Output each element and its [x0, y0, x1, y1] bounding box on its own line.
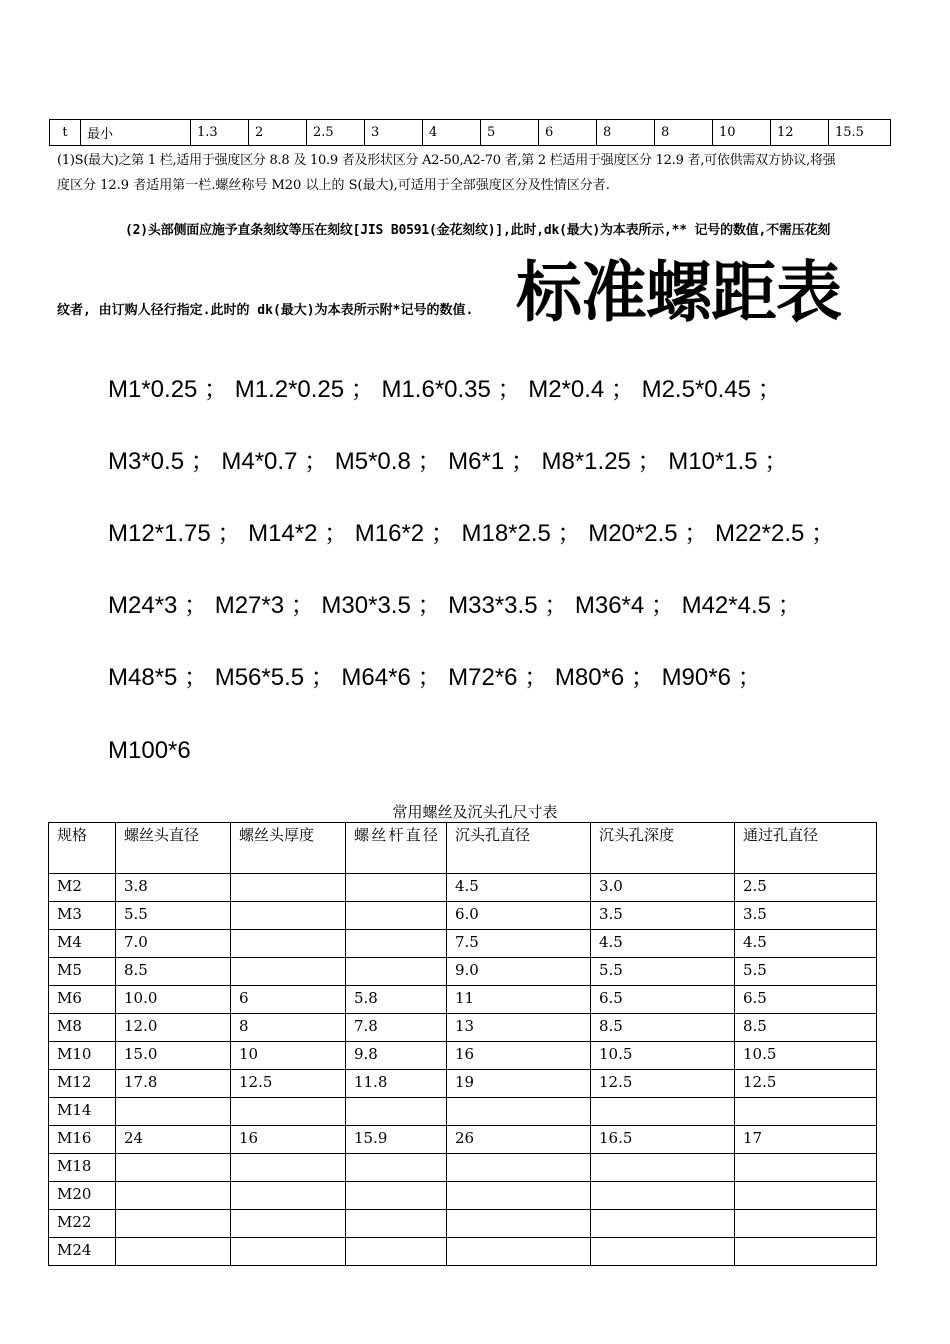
table-cell: 17 [735, 1126, 877, 1154]
table-cell: M18 [49, 1154, 116, 1182]
table-cell [447, 1154, 591, 1182]
table-row [49, 930, 877, 958]
table-cell: 12.5 [231, 1070, 346, 1098]
table-header-row [49, 823, 877, 874]
table-body [49, 874, 877, 1266]
table-cell: M5 [49, 958, 116, 986]
table-cell [447, 1210, 591, 1238]
table-row [49, 902, 877, 930]
table-row [49, 1098, 877, 1126]
table-cell: 10 [231, 1042, 346, 1070]
table-cell: 6.5 [735, 986, 877, 1014]
table-cell: 6.5 [591, 986, 735, 1014]
table-cell: 10.5 [591, 1042, 735, 1070]
table-cell [447, 1098, 591, 1126]
table-cell [116, 1238, 231, 1266]
header-cell: 螺丝头厚度 [231, 823, 346, 874]
table-cell: 12.5 [735, 1070, 877, 1098]
table-cell: 16 [231, 1126, 346, 1154]
table-cell: M24 [49, 1238, 116, 1266]
table-cell: 2.5 [735, 874, 877, 902]
header-cell: 沉头孔直径 [447, 823, 591, 874]
table-cell: 6 [539, 120, 597, 146]
table-cell: 4.5 [591, 930, 735, 958]
table-cell [447, 1238, 591, 1266]
header-cell: 通过孔直径 [735, 823, 877, 874]
table-cell: 8 [597, 120, 655, 146]
table-cell: 11.8 [346, 1070, 447, 1098]
table-cell [346, 874, 447, 902]
table-cell: 4.5 [447, 874, 591, 902]
table-cell: 10 [713, 120, 771, 146]
table-row [49, 1210, 877, 1238]
table-cell: 7.8 [346, 1014, 447, 1042]
note-1 [57, 148, 883, 198]
table-cell [735, 1238, 877, 1266]
table-cell: M8 [49, 1014, 116, 1042]
table-row [49, 1238, 877, 1266]
table-cell: 5.5 [116, 902, 231, 930]
table-cell: 10.5 [735, 1042, 877, 1070]
table-cell [116, 1210, 231, 1238]
table-cell: 19 [447, 1070, 591, 1098]
table-cell [735, 1098, 877, 1126]
table-cell: 16 [447, 1042, 591, 1070]
table-row [49, 1042, 877, 1070]
note-line: 纹者, 由订购人径行指定.此时的 dk(最大)为本表所示附*记号的数值. [57, 303, 474, 318]
table-cell [346, 1210, 447, 1238]
table-cell [591, 1238, 735, 1266]
table-cell: 17.8 [116, 1070, 231, 1098]
table-cell: 1.3 [191, 120, 249, 146]
table-cell [591, 1210, 735, 1238]
table-row [49, 1126, 877, 1154]
table-cell: 8 [231, 1014, 346, 1042]
table-cell: M2 [49, 874, 116, 902]
table-cell: 6.0 [447, 902, 591, 930]
table-cell: 7.5 [447, 930, 591, 958]
table-cell: 9.0 [447, 958, 591, 986]
table-cell: M20 [49, 1182, 116, 1210]
table-cell [231, 1182, 346, 1210]
table-cell: 8 [655, 120, 713, 146]
table-cell: 13 [447, 1014, 591, 1042]
table-caption: 常用螺丝及沉头孔尺寸表 [392, 803, 558, 821]
table-cell [231, 902, 346, 930]
table-cell [591, 1098, 735, 1126]
table-cell: 26 [447, 1126, 591, 1154]
table-cell [231, 1098, 346, 1126]
table-cell: 3.5 [735, 902, 877, 930]
table-row [49, 874, 877, 902]
table-cell: 10.0 [116, 986, 231, 1014]
screw-dimension-table [48, 822, 877, 1266]
table-cell: 3 [365, 120, 423, 146]
table-cell: 3.8 [116, 874, 231, 902]
table-cell [231, 874, 346, 902]
table-cell [346, 1154, 447, 1182]
table-cell [346, 1238, 447, 1266]
table-cell [116, 1098, 231, 1126]
table-cell: 16.5 [591, 1126, 735, 1154]
table-cell: 2 [249, 120, 307, 146]
table-cell: 3.5 [591, 902, 735, 930]
table-row [50, 120, 891, 146]
table-cell: 11 [447, 986, 591, 1014]
pitch-line: M3*0.5 ； M4*0.7 ； M5*0.8 ； M6*1 ； M8*1.25 ； M10*1.5 ； [108, 448, 789, 475]
table-cell: 15.0 [116, 1042, 231, 1070]
table-cell [591, 1182, 735, 1210]
pitch-line: M12*1.75 ； M14*2 ； M16*2 ； M18*2.5 ； M20*2.5 ； M22*2.5 ； [108, 520, 836, 547]
table-cell [346, 930, 447, 958]
table-cell: 12.5 [591, 1070, 735, 1098]
table-row [49, 1182, 877, 1210]
table-cell: 9.8 [346, 1042, 447, 1070]
pitch-line: M100*6 [108, 737, 191, 764]
header-cell: 螺丝头直径 [116, 823, 231, 874]
table-cell: 15.5 [829, 120, 891, 146]
table-cell [591, 1154, 735, 1182]
table-cell: M22 [49, 1210, 116, 1238]
table-cell: 5.5 [735, 958, 877, 986]
table-cell [346, 958, 447, 986]
page-title: 标准螺距表 [516, 254, 841, 331]
table-row [49, 1070, 877, 1098]
table-row [49, 986, 877, 1014]
table-cell [116, 1182, 231, 1210]
table-cell: 8.5 [591, 1014, 735, 1042]
table-cell [231, 1154, 346, 1182]
table-cell: M12 [49, 1070, 116, 1098]
table-cell: 5 [481, 120, 539, 146]
table-cell [346, 1098, 447, 1126]
table-cell: M10 [49, 1042, 116, 1070]
table-cell [447, 1182, 591, 1210]
note-line: 度区分 12.9 者适用第一栏.螺丝称号 M20 以上的 S(最大),可适用于全部强度区分及性情区分者. [57, 178, 610, 193]
table-row [49, 1014, 877, 1042]
pitch-line: M1*0.25 ； M1.2*0.25 ； M1.6*0.35 ； M2*0.4 ； M2.5*0.45 ； [108, 376, 782, 403]
table-cell: 12.0 [116, 1014, 231, 1042]
table-cell [735, 1210, 877, 1238]
table-cell [231, 1238, 346, 1266]
table-cell: M4 [49, 930, 116, 958]
pitch-line: M24*3 ； M27*3 ； M30*3.5 ； M33*3.5 ； M36*4 ； M42*4.5 ； [108, 592, 802, 619]
table-cell: 4.5 [735, 930, 877, 958]
table-cell: M3 [49, 902, 116, 930]
note-line: (1)S(最大)之第 1 栏,适用于强度区分 8.8 及 10.9 者及形状区分 A2-50,A2-70 者,第 2 栏适用于强度区分 12.9 者,可依供需双方协议,将强 [57, 153, 836, 168]
table-cell: 8.5 [735, 1014, 877, 1042]
header-cell: 规格 [49, 823, 116, 874]
table-cell: M16 [49, 1126, 116, 1154]
table-cell: 2.5 [307, 120, 365, 146]
table-row [49, 958, 877, 986]
table-cell: M6 [49, 986, 116, 1014]
table-cell: 4 [423, 120, 481, 146]
table-cell: 5.5 [591, 958, 735, 986]
header-cell: 螺丝杆直径 [346, 823, 447, 874]
table-cell [116, 1154, 231, 1182]
table-cell: 15.9 [346, 1126, 447, 1154]
table-cell [346, 902, 447, 930]
table-cell: 7.0 [116, 930, 231, 958]
table-cell: 6 [231, 986, 346, 1014]
table-cell [735, 1182, 877, 1210]
table-cell [231, 1210, 346, 1238]
table-cell [735, 1154, 877, 1182]
table-cell: 最小 [81, 120, 191, 146]
note-line: (2)头部侧面应施予直条刻纹等压在刻纹[JIS B0591(金花刻纹)],此时,dk(最大)为本表所示,** 记号的数值,不需压花刻 [125, 223, 831, 238]
table-cell: 24 [116, 1126, 231, 1154]
table-cell [346, 1182, 447, 1210]
table-cell: 5.8 [346, 986, 447, 1014]
header-cell: 沉头孔深度 [591, 823, 735, 874]
top-spec-table [49, 119, 891, 146]
table-row [49, 1154, 877, 1182]
table-cell: 3.0 [591, 874, 735, 902]
table-cell: 8.5 [116, 958, 231, 986]
table-cell: 12 [771, 120, 829, 146]
table-cell: t [50, 120, 81, 146]
table-cell [231, 930, 346, 958]
table-cell: M14 [49, 1098, 116, 1126]
table-cell [231, 958, 346, 986]
pitch-line: M48*5 ； M56*5.5 ； M64*6 ； M72*6 ； M80*6 ； M90*6 ； [108, 664, 762, 691]
